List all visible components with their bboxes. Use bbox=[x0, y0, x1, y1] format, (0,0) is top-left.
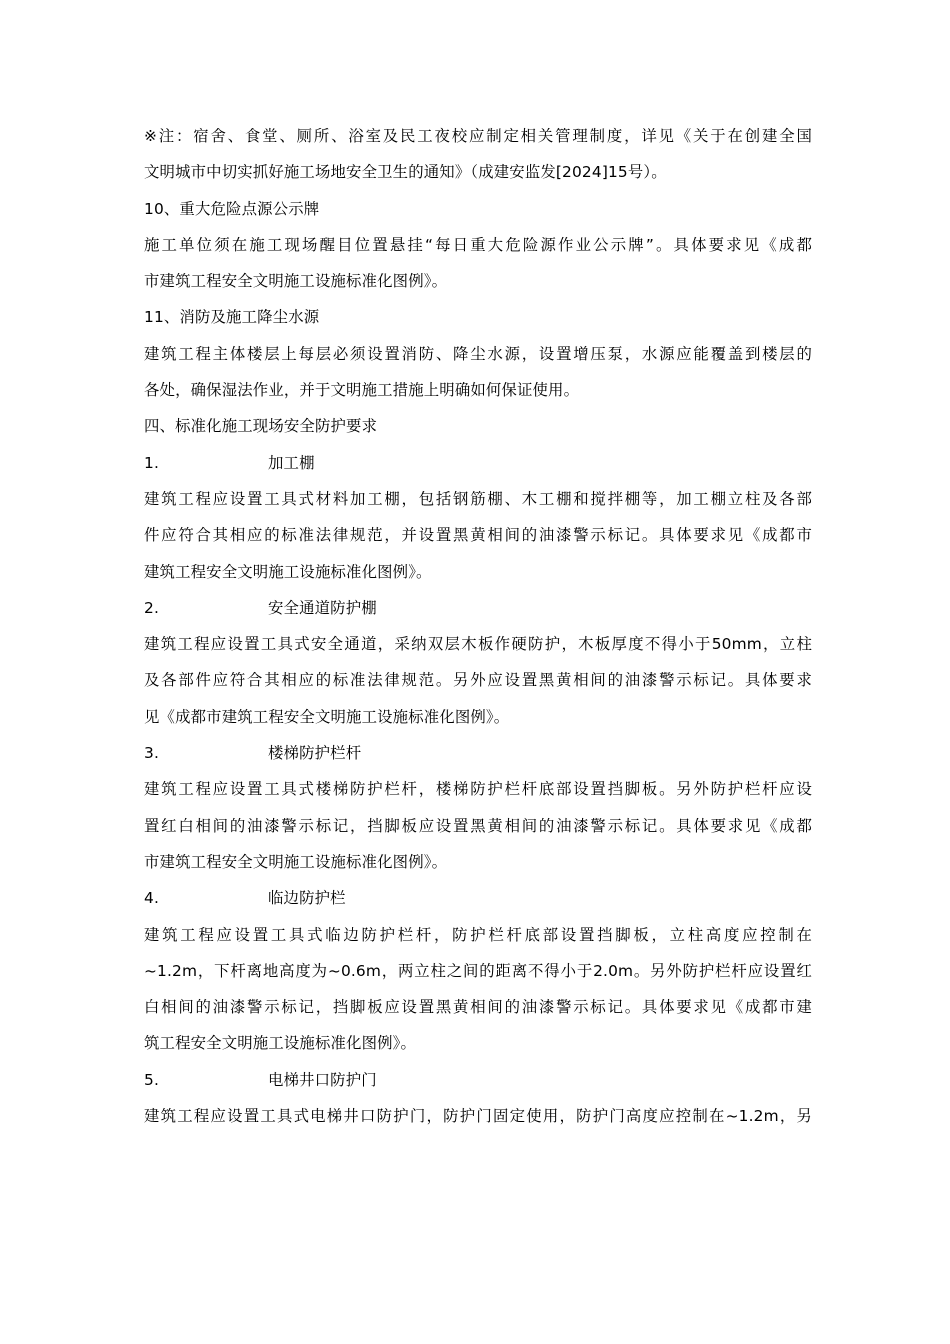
text-line: 建筑工程应设置工具式安全通道，采纳双层木板作硬防护，木板厚度不得小于50mm，立柱 bbox=[144, 635, 812, 654]
heading-number: 5. bbox=[144, 1070, 159, 1089]
text-line: 件应符合其相应的标准法律规范，并设置黑黄相间的油漆警示标记。具体要求见《成都市 bbox=[144, 526, 812, 545]
numbered-heading bbox=[144, 880, 812, 916]
numbered-heading bbox=[144, 1062, 812, 1098]
text-line: 置红白相间的油漆警示标记，挡脚板应设置黑黄相间的油漆警示标记。具体要求见《成都 bbox=[144, 816, 812, 835]
numbered-heading bbox=[144, 735, 812, 771]
text-line: 建筑工程应设置工具式电梯井口防护门，防护门固定使用，防护门高度应控制在~1.2m，另 bbox=[144, 1107, 812, 1126]
text-line: 四、标准化施工现场安全防护要求 bbox=[144, 417, 378, 436]
heading-number: 3. bbox=[144, 744, 159, 763]
heading-title: 楼梯防护栏杆 bbox=[268, 744, 362, 763]
text-line: 各处，确保湿法作业，并于文明施工措施上明确如何保证使用。 bbox=[144, 381, 580, 400]
numbered-heading bbox=[144, 590, 812, 626]
text-line: ※注：宿舍、食堂、厕所、浴室及民工夜校应制定相关管理制度，详见《关于在创建全国 bbox=[144, 127, 812, 145]
text-line: 11、消防及施工降尘水源 bbox=[144, 308, 320, 327]
text-line: 筑工程安全文明施工设施标准化图例》。 bbox=[144, 1034, 417, 1053]
heading-title: 电梯井口防护门 bbox=[268, 1070, 377, 1089]
text-line: 10、重大危险点源公示牌 bbox=[144, 199, 320, 218]
numbered-heading bbox=[144, 445, 812, 481]
heading-title: 加工棚 bbox=[268, 453, 315, 472]
text-line: 建筑工程主体楼层上每层必须设置消防、降尘水源，设置增压泵，水源应能覆盖到楼层的 bbox=[144, 344, 812, 363]
heading-number: 1. bbox=[144, 453, 159, 472]
document-body bbox=[144, 118, 812, 1134]
text-line: 及各部件应符合其相应的标准法律规范。另外应设置黑黄相间的油漆警示标记。具体要求 bbox=[144, 671, 812, 690]
heading-title: 临边防护栏 bbox=[268, 889, 346, 908]
text-line: 市建筑工程安全文明施工设施标准化图例》。 bbox=[144, 852, 448, 871]
text-line: 建筑工程应设置工具式楼梯防护栏杆，楼梯防护栏杆底部设置挡脚板。另外防护栏杆应设 bbox=[144, 780, 812, 799]
text-line: 建筑工程应设置工具式材料加工棚，包括钢筋棚、木工棚和搅拌棚等，加工棚立柱及各部 bbox=[144, 489, 812, 508]
heading-number: 4. bbox=[144, 889, 159, 908]
text-line: 见《成都市建筑工程安全文明施工设施标准化图例》。 bbox=[144, 707, 510, 726]
heading-number: 2. bbox=[144, 598, 159, 617]
text-line: 白相间的油漆警示标记，挡脚板应设置黑黄相间的油漆警示标记。具体要求见《成都市建 bbox=[144, 998, 812, 1017]
text-line: 市建筑工程安全文明施工设施标准化图例》。 bbox=[144, 272, 448, 291]
text-line: 施工单位须在施工现场醒目位置悬挂“每日重大危险源作业公示牌”。具体要求见《成都 bbox=[144, 235, 812, 254]
text-line: 文明城市中切实抓好施工场地安全卫生的通知》（成建安监发[2024]15号）。 bbox=[144, 163, 667, 182]
text-line: 建筑工程安全文明施工设施标准化图例》。 bbox=[144, 562, 432, 581]
text-line: ~1.2m，下杆离地高度为~0.6m，两立柱之间的距离不得小于2.0m。另外防护栏杆应设置红 bbox=[144, 961, 812, 980]
text-line: 建筑工程应设置工具式临边防护栏杆，防护栏杆底部设置挡脚板，立柱高度应控制在 bbox=[144, 925, 812, 944]
heading-title: 安全通道防护棚 bbox=[268, 598, 377, 617]
